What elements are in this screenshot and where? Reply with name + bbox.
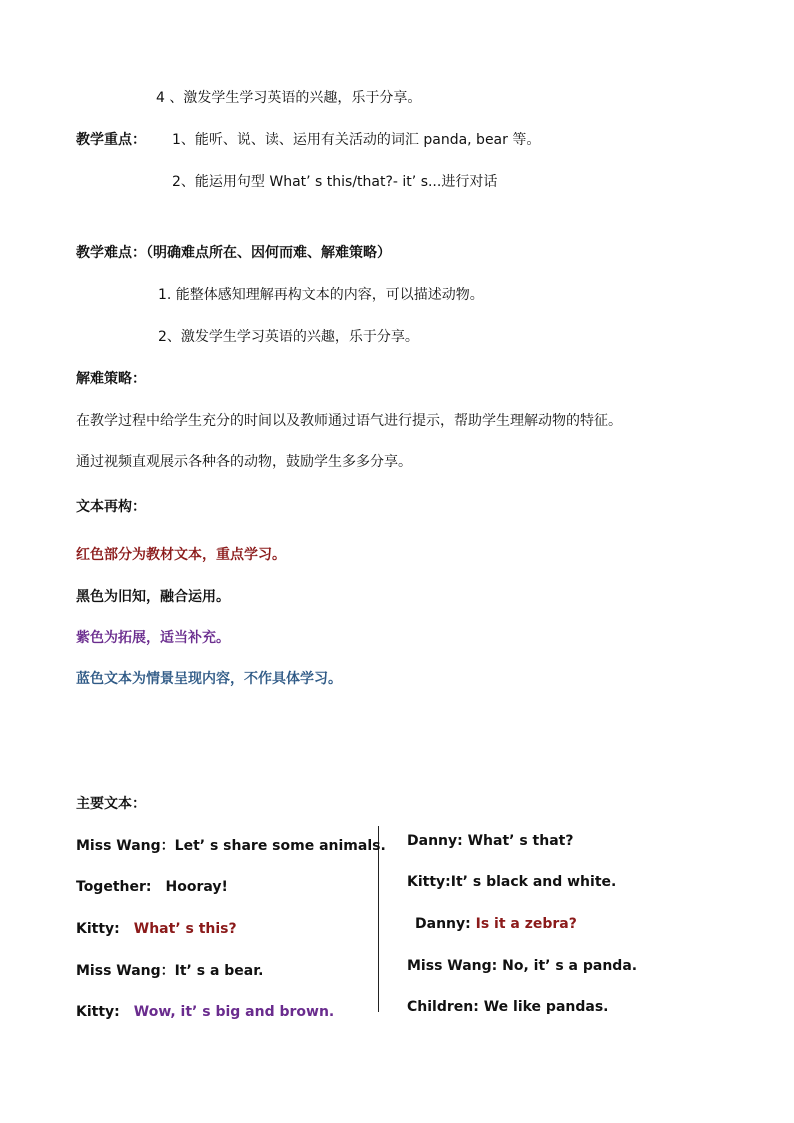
dialogue-text: It’ s a bear. xyxy=(174,963,264,979)
difficulty-item-2: 2、激发学生学习英语的兴趣，乐于分享。 xyxy=(158,329,419,345)
dialogue-text: It’ s black and white. xyxy=(450,874,617,890)
dialogue-line-right-4 xyxy=(407,956,637,976)
strategy-label: 解难策略： xyxy=(76,371,146,387)
dialogue-speaker: Miss Wang: xyxy=(407,958,498,974)
dialogue-speaker: Children: xyxy=(407,999,479,1015)
dialogue-speaker: Danny: xyxy=(415,916,471,932)
dialogue-line-left-5 xyxy=(76,1002,334,1022)
red-legend-note: 红色部分为教材文本，重点学习。 xyxy=(76,547,286,563)
dialogue-line-left-3 xyxy=(76,919,237,939)
blue-legend-note: 蓝色文本为情景呈现内容，不作具体学习。 xyxy=(76,671,342,687)
dialogue-line-right-2 xyxy=(407,872,616,892)
dialogue-speaker: Kitty: xyxy=(76,921,120,937)
dialogue-line-left-2 xyxy=(76,877,228,897)
main-text-label: 主要文本： xyxy=(76,796,146,812)
purple-legend-note: 紫色为拓展，适当补充。 xyxy=(76,630,230,646)
strategy-paragraph-1: 在教学过程中给学生充分的时间以及教师通过语气进行提示，帮助学生理解动物的特征。 xyxy=(76,413,622,429)
dialogue-text: What’ s this? xyxy=(133,921,237,937)
key-point-item-2: 2、能运用句型 What’ s this/that?- it’ s...进行对话 xyxy=(172,174,498,190)
key-point-item-1: 1、能听、说、读、运用有关活动的词汇 panda, bear 等。 xyxy=(172,132,541,148)
dialogue-line-right-1 xyxy=(407,831,573,851)
dialogue-speaker: Kitty: xyxy=(407,874,451,890)
dialogue-line-left-4 xyxy=(76,961,263,981)
dialogue-text: No, it’ s a panda. xyxy=(502,958,638,974)
dialogue-speaker: Miss Wang： xyxy=(76,838,175,854)
dialogue-line-right-3 xyxy=(415,914,577,934)
dialogue-line-right-5 xyxy=(407,997,608,1017)
dialogue-text: Let’ s share some animals. xyxy=(174,838,386,854)
dialogue-speaker: Together: xyxy=(76,879,152,895)
dialogue-text: Is it a zebra? xyxy=(475,916,577,932)
dialogue-speaker: Miss Wang： xyxy=(76,963,175,979)
difficulties-label: 教学难点：（明确难点所在、因何而难、解难策略） xyxy=(76,245,391,261)
strategy-paragraph-2: 通过视频直观展示各种各的动物，鼓励学生多多分享。 xyxy=(76,454,412,470)
dialogue-text: We like pandas. xyxy=(483,999,609,1015)
reconstruction-label: 文本再构： xyxy=(76,499,146,515)
dialogue-speaker: Kitty: xyxy=(76,1004,120,1020)
dialogue-speaker: Danny: xyxy=(407,833,463,849)
objective-item-4: 4 、激发学生学习英语的兴趣，乐于分享。 xyxy=(156,90,422,106)
dialogue-text: Hooray! xyxy=(165,879,228,895)
dialogue-line-left-1 xyxy=(76,836,386,856)
dialogue-text: What’ s that? xyxy=(467,833,574,849)
dialogue-text: Wow, it’ s big and brown. xyxy=(133,1004,335,1020)
black-legend-note: 黑色为旧知，融合运用。 xyxy=(76,589,230,605)
key-points-label: 教学重点： xyxy=(76,132,146,148)
difficulty-item-1: 1. 能整体感知理解再构文本的内容，可以描述动物。 xyxy=(158,287,484,303)
